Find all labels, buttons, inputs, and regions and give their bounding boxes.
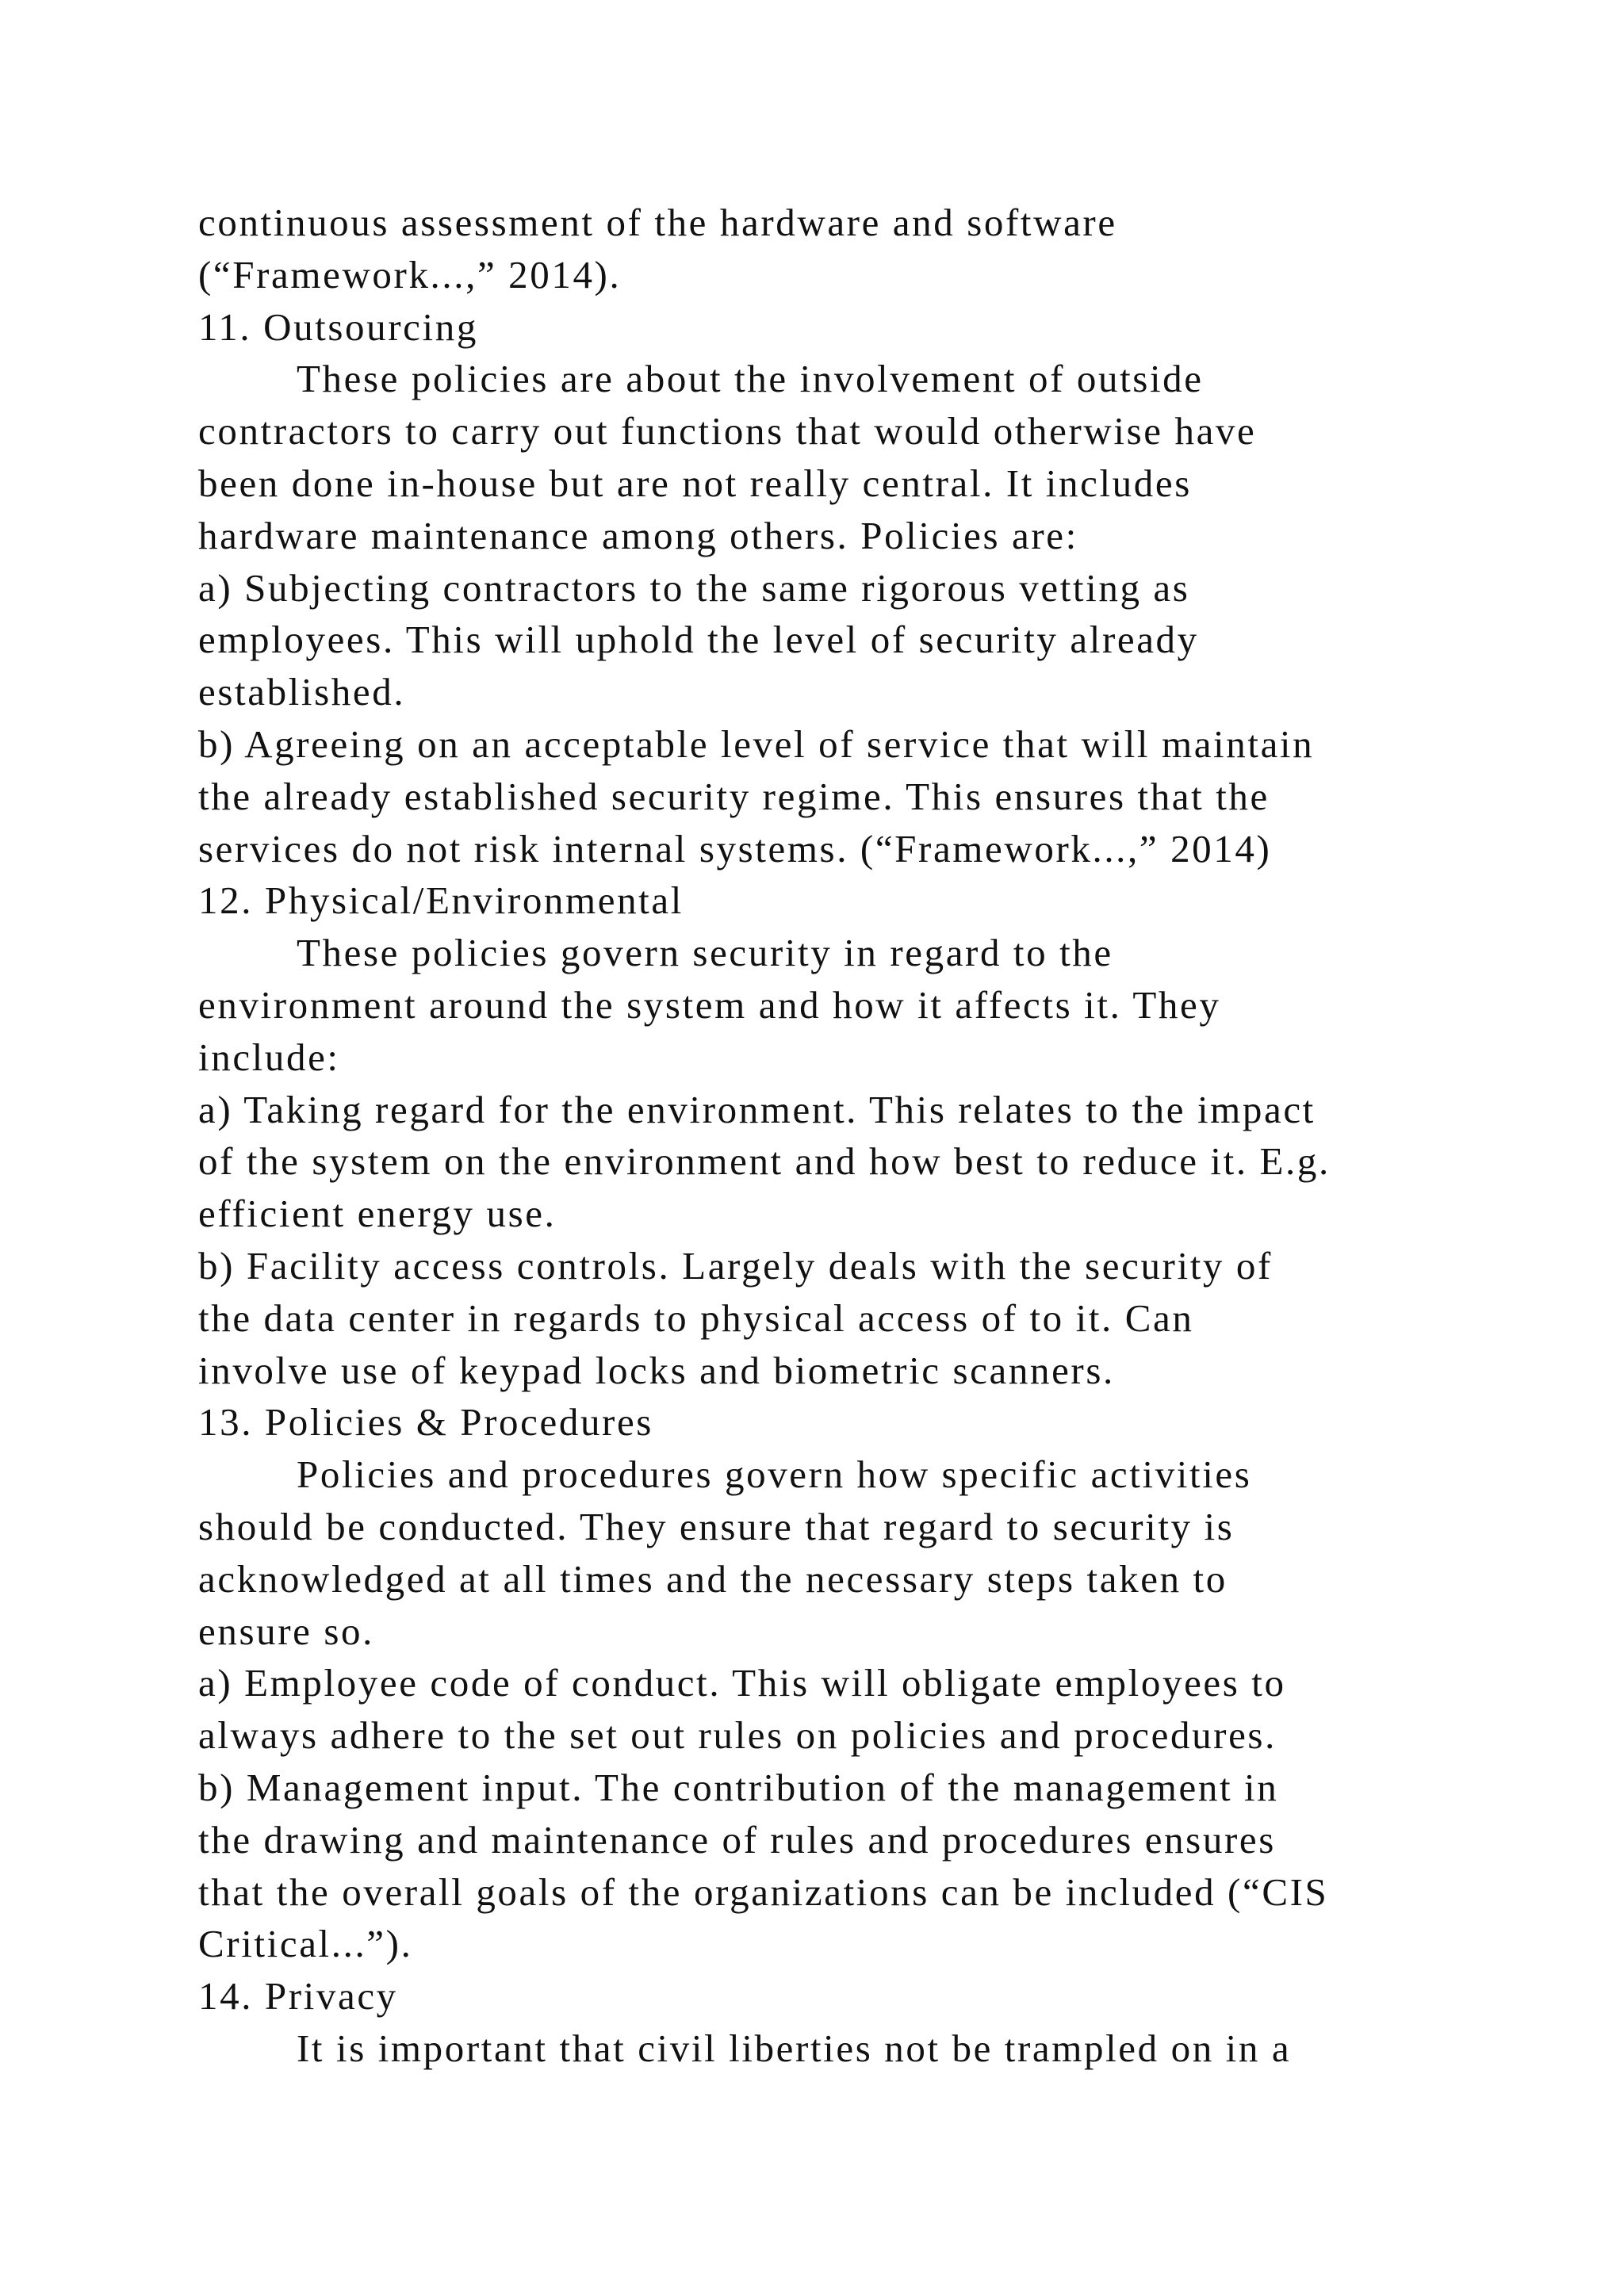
body-line: the data center in regards to physical access of to it. Can (198, 1295, 1194, 1340)
document-body (198, 197, 1467, 2075)
list-item-line: a) Subjecting contractors to the same rigorous vetting as (198, 565, 1190, 610)
body-line: been done in-house but are not really central. It includes (198, 461, 1192, 505)
list-item-line: b) Facility access controls. Largely deals with the security of (198, 1243, 1273, 1288)
body-line: acknowledged at all times and the necessary steps taken to (198, 1556, 1228, 1601)
body-line: of the system on the environment and how best to reduce it. E.g. (198, 1139, 1331, 1184)
body-line: established. (198, 670, 406, 714)
paragraph-first-line: These policies are about the involvement of outside (297, 357, 1204, 401)
body-line: that the overall goals of the organizations can be included (“CIS (198, 1869, 1329, 1914)
list-item-line: a) Employee code of conduct. This will obligate employees to (198, 1661, 1286, 1705)
body-line: services do not risk internal systems. (“Framework...,” 2014) (198, 826, 1272, 871)
paragraph-first-line: These policies govern security in regard to the (297, 931, 1113, 975)
body-line: Critical...”). (198, 1922, 413, 1966)
paragraph-first-line: Policies and procedures govern how specific activities (297, 1452, 1252, 1497)
body-line: employees. This will uphold the level of security already (198, 618, 1199, 662)
section-heading-outsourcing: 11. Outsourcing (198, 304, 478, 349)
body-line: should be conducted. They ensure that regard to security is (198, 1504, 1235, 1548)
body-line: the already established security regime. This ensures that the (198, 774, 1270, 818)
list-item-line: b) Agreeing on an acceptable level of service that will maintain (198, 721, 1315, 766)
body-line: the drawing and maintenance of rules and procedures ensures (198, 1817, 1276, 1862)
body-line: (“Framework...,” 2014). (198, 252, 622, 297)
body-line: environment around the system and how it affects it. They (198, 982, 1221, 1027)
section-heading-privacy: 14. Privacy (198, 1974, 398, 2019)
section-heading-policies-procedures: 13. Policies & Procedures (198, 1400, 653, 1445)
body-line: contractors to carry out functions that would otherwise have (198, 409, 1257, 453)
body-line: hardware maintenance among others. Policies are: (198, 513, 1078, 557)
body-line: ensure so. (198, 1609, 374, 1653)
body-line: continuous assessment of the hardware and software (198, 201, 1117, 244)
body-line: involve use of keypad locks and biometric scanners. (198, 1348, 1115, 1392)
list-item-line: a) Taking regard for the environment. This relates to the impact (198, 1087, 1316, 1131)
body-line: include: (198, 1035, 340, 1079)
body-line: efficient energy use. (198, 1192, 557, 1236)
body-line: always adhere to the set out rules on policies and procedures. (198, 1713, 1277, 1758)
section-heading-physical-environmental: 12. Physical/Environmental (198, 878, 684, 923)
paragraph-first-line: It is important that civil liberties not be trampled on in a (297, 2026, 1292, 2070)
list-item-line: b) Management input. The contribution of the management in (198, 1765, 1279, 1809)
